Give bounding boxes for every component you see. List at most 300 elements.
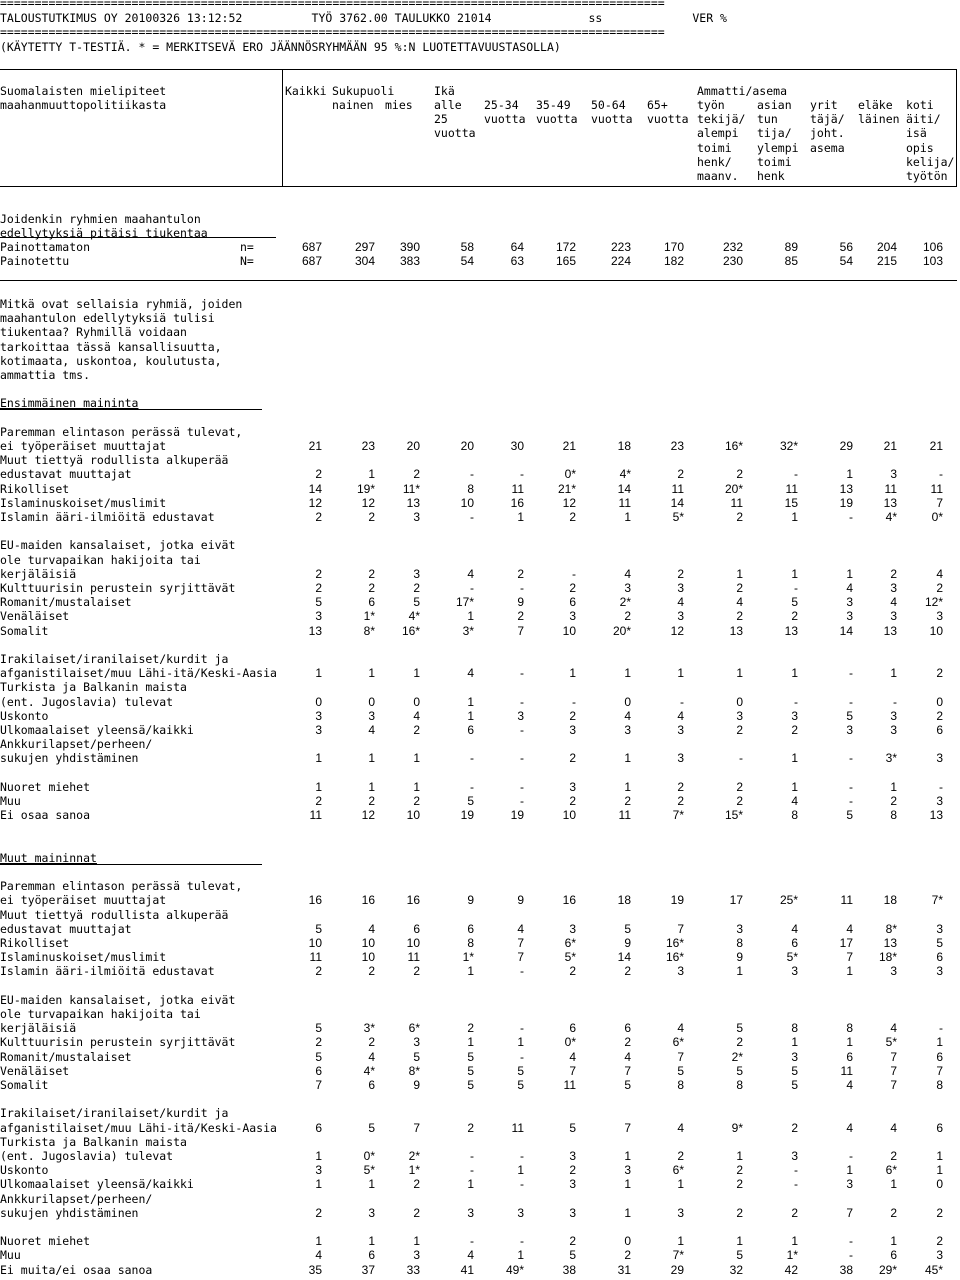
table-cell: 85	[784, 254, 798, 269]
table-cell: 5	[315, 921, 322, 936]
row-label: Paremman elintason perässä tulevat,	[0, 424, 243, 439]
table-cell: 2	[315, 581, 322, 595]
table-cell: -	[680, 694, 684, 709]
table-cell: 3	[791, 1049, 798, 1064]
table-cell: 1	[677, 1177, 684, 1192]
table-cell: 2	[736, 1177, 743, 1192]
table-cell: 19	[839, 495, 853, 510]
table-cell: -	[849, 510, 853, 524]
column-header: vuotta	[434, 126, 476, 141]
table-cell: 10	[406, 808, 420, 823]
column-header: 35-49	[536, 98, 571, 112]
col-group-age: Ikä	[434, 84, 455, 98]
table-cell: 9	[517, 893, 524, 908]
table-cell: 1*	[462, 950, 474, 965]
table-cell: 11	[671, 481, 684, 496]
table-cell: 2	[569, 1163, 576, 1178]
table-cell: -	[470, 1163, 474, 1178]
table-title: Suomalaisten mielipiteet	[0, 84, 167, 98]
table-cell: 3	[569, 1149, 576, 1163]
table-cell: 0*	[564, 1035, 576, 1050]
row-label: ei työperäiset muuttajat	[0, 893, 167, 908]
table-cell: -	[849, 751, 853, 766]
table-cell: 5	[736, 1248, 743, 1263]
table-cell: 13	[883, 936, 897, 950]
base-question: Joidenkin ryhmien maahantulon	[0, 212, 201, 226]
base-row-label: Painotettu	[0, 254, 70, 269]
column-header: tun	[757, 112, 778, 127]
column-header: alempi	[697, 126, 739, 141]
table-cell: -	[520, 1149, 524, 1163]
table-cell: -	[572, 566, 576, 581]
table-cell: -	[794, 581, 798, 595]
table-cell: 8	[736, 936, 743, 950]
table-cell: 2	[936, 1205, 943, 1220]
table-cell: 3	[736, 921, 743, 936]
table-cell: 2	[736, 1163, 743, 1178]
table-cell: 2	[677, 1149, 684, 1163]
table-cell: 18	[617, 893, 631, 908]
table-cell: 3	[315, 1163, 322, 1178]
table-cell: 2	[315, 964, 322, 979]
table-cell: 4	[467, 566, 474, 581]
table-cell: 10	[361, 936, 375, 950]
table-cell: 16*	[401, 623, 420, 638]
table-cell: 1	[791, 566, 798, 581]
table-cell: 2	[315, 794, 322, 808]
table-cell: 1	[413, 666, 420, 681]
table-cell: 165	[555, 254, 576, 269]
table-cell: 3	[413, 1035, 420, 1050]
table-cell: 7	[890, 1063, 897, 1078]
table-cell: 9	[624, 936, 631, 950]
table-cell: 16*	[665, 936, 684, 950]
table-cell: 3	[624, 581, 631, 595]
table-cell: 32*	[779, 439, 798, 453]
table-cell: 11	[785, 481, 798, 496]
table-cell: 9	[467, 893, 474, 908]
column-header: kelija/	[906, 154, 955, 169]
table-cell: 2	[736, 1205, 743, 1220]
table-cell: 6	[315, 1120, 322, 1135]
table-cell: 29	[670, 1262, 684, 1277]
row-label: EU-maiden kansalaiset, jotka eivät	[0, 538, 236, 553]
table-cell: 3	[846, 609, 853, 624]
table-cell: 5	[736, 1063, 743, 1078]
table-cell: 3	[517, 708, 524, 723]
table-cell: 4*	[619, 467, 631, 482]
table-cell: 230	[722, 254, 743, 269]
table-cell: 5	[467, 1049, 474, 1064]
table-cell: 3	[677, 723, 684, 737]
table-cell: 5	[467, 1063, 474, 1078]
table-cell: 2	[569, 794, 576, 808]
base-question: edellytyksiä pitäisi tiukentaa	[0, 226, 208, 241]
table-cell: 9	[413, 1078, 420, 1092]
table-cell: 2	[890, 566, 897, 581]
table-cell: 1*	[786, 1248, 798, 1263]
table-cell: -	[520, 1177, 524, 1192]
table-cell: -	[794, 1177, 798, 1192]
table-cell: 4	[846, 1120, 853, 1135]
table-cell: 5	[517, 1078, 524, 1092]
table-cell: 2	[736, 581, 743, 595]
table-cell: 8	[736, 1078, 743, 1092]
table-cell: 10	[406, 936, 420, 950]
table-cell: 8	[467, 481, 474, 496]
table-cell: 1	[936, 1149, 943, 1163]
column-header: henk	[757, 169, 785, 183]
table-cell: 2	[736, 609, 743, 624]
col-group-gender: Sukupuoli	[332, 84, 395, 98]
row-label: Muut tiettyä rodullista alkuperää	[0, 453, 229, 468]
table-cell: 8	[791, 808, 798, 823]
column-header: vuotta	[484, 112, 526, 127]
table-cell: 5*	[885, 1035, 897, 1050]
table-cell: -	[520, 794, 524, 808]
column-header: toimi	[697, 140, 732, 155]
table-cell: 2	[413, 581, 420, 595]
table-cell: 4	[677, 1120, 684, 1135]
table-cell: 5	[936, 936, 943, 950]
table-cell: 3	[890, 723, 897, 737]
table-cell: 4	[890, 1021, 897, 1036]
table-cell: 6	[936, 1049, 943, 1064]
table-cell: 7	[517, 936, 524, 950]
table-cell: 2	[791, 1120, 798, 1135]
table-cell: -	[470, 1234, 474, 1249]
table-cell: 0	[368, 694, 375, 709]
row-label: Nuoret miehet	[0, 1234, 91, 1249]
table-cell: 14	[670, 495, 684, 510]
table-cell: 2	[569, 751, 576, 766]
table-cell: -	[470, 779, 474, 794]
table-cell: 4	[624, 1049, 631, 1064]
table-cell: 16	[510, 495, 524, 510]
column-header: joht.	[810, 126, 845, 141]
question-text: tiukentaa? Ryhmillä voidaan	[0, 325, 187, 340]
table-cell: 2*	[408, 1149, 420, 1163]
table-cell: 2	[315, 566, 322, 581]
table-cell: 5*	[363, 1163, 375, 1178]
table-cell: 103	[922, 254, 943, 269]
table-cell: 6	[846, 1049, 853, 1064]
table-cell: 2	[413, 1205, 420, 1220]
column-header: asema	[810, 140, 845, 155]
table-cell: 7	[936, 495, 943, 510]
table-cell: 4	[736, 595, 743, 610]
table-cell: 0	[315, 694, 322, 709]
table-cell: 6	[315, 1063, 322, 1078]
table-cell: 5	[467, 794, 474, 808]
table-cell: 3	[413, 510, 420, 524]
table-cell: 9	[736, 950, 743, 965]
table-cell: 1	[791, 510, 798, 524]
table-cell: 5	[569, 1248, 576, 1263]
table-cell: 19	[460, 808, 474, 823]
table-cell: 18	[883, 893, 897, 908]
row-label: Rikolliset	[0, 936, 70, 950]
table-cell: 1	[890, 779, 897, 794]
table-cell: 4	[890, 1120, 897, 1135]
table-cell: 5	[846, 708, 853, 723]
table-cell: -	[939, 1021, 943, 1036]
table-cell: 8	[467, 936, 474, 950]
table-cell: 10	[361, 950, 375, 965]
table-cell: 5*	[564, 950, 576, 965]
table-cell: 14	[617, 481, 631, 496]
table-cell: 4	[413, 708, 420, 723]
table-cell: 4	[846, 921, 853, 936]
table-cell: 2	[890, 1149, 897, 1163]
table-cell: 15*	[724, 808, 743, 823]
table-cell: 1	[368, 467, 375, 482]
table-cell: 14	[308, 481, 322, 496]
table-cell: 16	[406, 893, 420, 908]
table-cell: 2*	[619, 595, 631, 610]
column-header: mies	[385, 98, 413, 112]
table-cell: 21	[562, 439, 576, 453]
table-cell: 1	[846, 467, 853, 482]
table-cell: -	[520, 467, 524, 482]
table-cell: 3*	[462, 623, 474, 638]
column-header: eläke	[858, 98, 893, 112]
table-cell: 2	[736, 1035, 743, 1050]
table-cell: 2	[624, 964, 631, 979]
table-cell: 1	[677, 666, 684, 681]
table-cell: 1	[315, 779, 322, 794]
row-label: Rikolliset	[0, 481, 70, 496]
table-cell: 4	[368, 1049, 375, 1064]
table-cell: 2	[569, 581, 576, 595]
row-label: kerjäläisiä	[0, 566, 77, 581]
table-cell: 8	[846, 1021, 853, 1036]
table-cell: 7	[677, 921, 684, 936]
table-cell: 6	[569, 595, 576, 610]
table-cell: 1	[517, 1248, 524, 1263]
row-label: sukujen yhdistäminen	[0, 751, 139, 766]
table-cell: 1	[677, 1234, 684, 1249]
table-cell: 2	[624, 1035, 631, 1050]
table-cell: -	[849, 1248, 853, 1263]
table-cell: 4	[624, 708, 631, 723]
col-group-total: Kaikki	[285, 84, 327, 98]
table-cell: 4	[467, 1248, 474, 1263]
table-cell: 4*	[363, 1063, 375, 1078]
table-cell: 2	[736, 723, 743, 737]
table-cell: 16	[308, 893, 322, 908]
table-cell: 3	[846, 723, 853, 737]
table-cell: 17	[729, 893, 743, 908]
table-cell: 170	[663, 240, 684, 254]
table-cell: 7	[624, 1120, 631, 1135]
table-cell: 1	[368, 751, 375, 766]
table-cell: 7	[846, 1205, 853, 1220]
table-cell: 2	[936, 666, 943, 681]
table-cell: 1	[467, 1035, 474, 1050]
table-cell: 3	[677, 1205, 684, 1220]
table-cell: 2	[315, 467, 322, 482]
table-cell: 6	[467, 921, 474, 936]
row-label: Turkista ja Balkanin maista	[0, 1134, 187, 1149]
row-label: Uskonto	[0, 1163, 49, 1178]
table-cell: 8	[677, 1078, 684, 1092]
table-cell: 11	[618, 808, 631, 823]
table-cell: 7	[315, 1078, 322, 1092]
row-label: Romanit/mustalaiset	[0, 1049, 132, 1064]
table-cell: 1	[517, 1163, 524, 1178]
table-cell: -	[794, 694, 798, 709]
table-cell: 23	[670, 439, 684, 453]
table-cell: 5*	[672, 510, 684, 524]
table-cell: 3	[569, 723, 576, 737]
row-label: kerjäläisiä	[0, 1021, 77, 1036]
table-cell: 54	[839, 254, 853, 269]
table-cell: -	[520, 751, 524, 766]
table-cell: 11	[309, 950, 322, 965]
table-divider	[956, 69, 957, 186]
table-cell: 3	[624, 723, 631, 737]
table-cell: 1	[467, 694, 474, 709]
row-label: Islaminuskoiset/muslimit	[0, 950, 167, 965]
table-cell: 11	[840, 893, 853, 908]
table-cell: 29*	[878, 1262, 897, 1277]
table-cell: 20	[460, 439, 474, 453]
table-cell: 8	[936, 1078, 943, 1092]
table-cell: -	[520, 1234, 524, 1249]
table-cell: 3	[413, 1248, 420, 1263]
column-header: opis	[906, 140, 934, 155]
table-cell: 1	[624, 510, 631, 524]
table-cell: 30	[510, 439, 524, 453]
table-cell: 11*	[402, 481, 420, 496]
table-cell: 3	[677, 581, 684, 595]
table-cell: 3	[890, 609, 897, 624]
column-header: asian	[757, 98, 792, 112]
table-cell: -	[520, 1049, 524, 1064]
table-cell: 0	[936, 1177, 943, 1192]
column-header: työtön	[906, 169, 948, 183]
table-cell: -	[470, 751, 474, 766]
table-cell: 13	[883, 623, 897, 638]
table-cell: 29	[839, 439, 853, 453]
column-header: 50-64	[591, 98, 626, 112]
question-text: ammattia tms.	[0, 368, 91, 382]
table-cell: 9	[517, 595, 524, 610]
table-cell: 64	[510, 240, 524, 254]
row-label: Ulkomaalaiset yleensä/kaikki	[0, 1177, 194, 1192]
table-cell: 4	[677, 595, 684, 610]
table-cell: 31	[617, 1262, 631, 1277]
table-cell: -	[520, 723, 524, 737]
table-cell: -	[939, 467, 943, 482]
table-cell: 4	[677, 708, 684, 723]
row-label: sukujen yhdistäminen	[0, 1205, 139, 1220]
table-cell: 12	[562, 495, 576, 510]
table-cell: 1	[936, 1035, 943, 1050]
table-cell: 3	[569, 1177, 576, 1192]
table-cell: 2	[315, 510, 322, 524]
table-cell: 49*	[505, 1262, 524, 1277]
table-cell: 1	[517, 1035, 524, 1050]
table-cell: 1	[890, 1177, 897, 1192]
table-cell: 3	[368, 708, 375, 723]
table-cell: 5	[315, 1021, 322, 1036]
table-cell: 6*	[408, 1021, 420, 1036]
table-cell: 1	[624, 666, 631, 681]
table-cell: 1	[736, 964, 743, 979]
question-text: maahantulon edellytyksiä tulisi	[0, 311, 215, 326]
table-cell: 0	[736, 694, 743, 709]
table-cell: 6	[936, 950, 943, 965]
table-cell: 2	[736, 467, 743, 482]
table-cell: 3	[791, 708, 798, 723]
table-cell: 6*	[564, 936, 576, 950]
row-label: afganistilaiset/muu Lähi-itä/Keski-Aasia	[0, 666, 277, 681]
table-cell: -	[520, 1021, 524, 1036]
table-cell: 6	[624, 1021, 631, 1036]
table-cell: 1	[368, 1234, 375, 1249]
row-label: Islamin ääri-ilmiöitä edustavat	[0, 510, 215, 524]
table-cell: 7	[624, 1063, 631, 1078]
table-cell: 3*	[363, 1021, 375, 1036]
table-cell: 4	[467, 666, 474, 681]
table-cell: 37	[361, 1262, 375, 1277]
table-cell: 3	[936, 921, 943, 936]
table-cell: 3	[517, 1205, 524, 1220]
section-title: Ensimmäinen maininta	[0, 396, 139, 411]
section-underline	[0, 409, 262, 410]
table-cell: -	[849, 694, 853, 709]
table-cell: 687	[301, 240, 322, 254]
table-cell: 182	[663, 254, 684, 269]
table-cell: 4	[846, 1078, 853, 1092]
table-cell: 4	[368, 921, 375, 936]
row-label: Somalit	[0, 1078, 49, 1092]
table-cell: 11	[407, 950, 420, 965]
table-cell: 7*	[672, 808, 684, 823]
table-cell: 1	[315, 1234, 322, 1249]
column-header: tekijä/	[697, 112, 746, 127]
row-label: ole turvapaikan hakijoita tai	[0, 1007, 201, 1021]
row-label: Ankkurilapset/perheen/	[0, 737, 153, 752]
table-cell: 5	[791, 1078, 798, 1092]
table-cell: 2	[936, 581, 943, 595]
column-header: tija/	[757, 126, 792, 141]
table-cell: 2	[677, 467, 684, 482]
table-cell: 10	[929, 623, 943, 638]
header-rule: ================================================================================================	[0, 25, 665, 39]
table-cell: 3	[315, 723, 322, 737]
table-cell: 1	[936, 1163, 943, 1178]
column-header: äiti/	[906, 112, 941, 127]
base-row-n: N=	[240, 254, 254, 269]
table-cell: 7	[677, 1049, 684, 1064]
question-text: kotimaata, uskontoa, koulutusta,	[0, 353, 222, 368]
table-cell: 3	[677, 609, 684, 624]
table-cell: 2	[624, 1248, 631, 1263]
table-cell: 1	[624, 1177, 631, 1192]
table-cell: 5	[368, 1120, 375, 1135]
table-cell: 0	[413, 694, 420, 709]
row-label: Venäläiset	[0, 1063, 70, 1078]
table-cell: 3	[736, 708, 743, 723]
table-cell: 1	[467, 964, 474, 979]
table-cell: 5	[413, 595, 420, 610]
table-cell: 12	[361, 495, 375, 510]
table-cell: 3	[569, 609, 576, 624]
table-cell: 2	[791, 1205, 798, 1220]
